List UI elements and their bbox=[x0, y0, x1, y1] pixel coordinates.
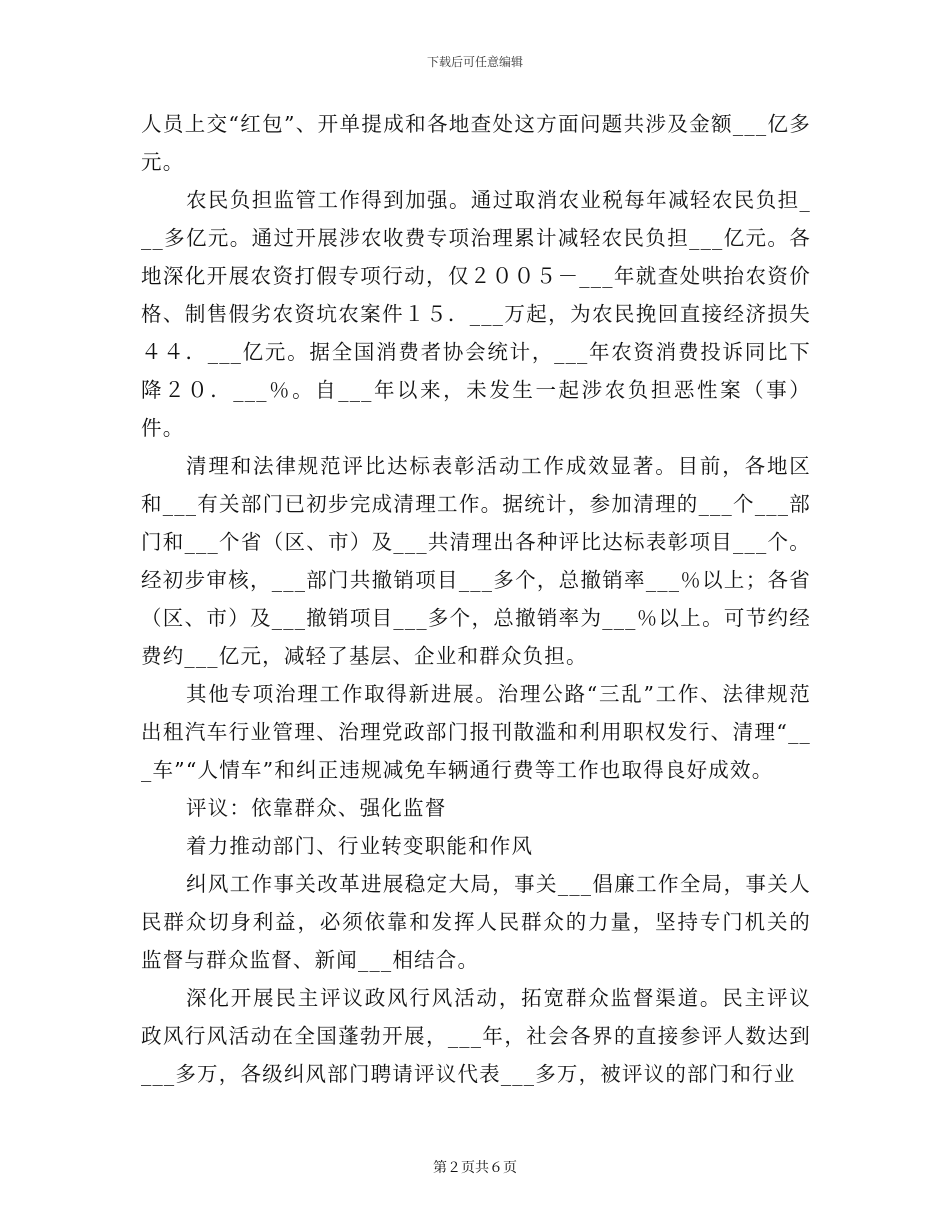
section-heading-1: 评议：依靠群众、强化监督 bbox=[186, 796, 447, 820]
paragraph-1: 人员上交“红包”、开单提成和各地查处这方面问题共涉及金额___亿多元。 bbox=[141, 112, 811, 174]
section-heading-2: 着力推动部门、行业转变职能和作风 bbox=[186, 834, 534, 858]
paragraph-2: 农民负担监管工作得到加强。通过取消农业税每年减轻农民负担___多亿元。通过开展涉农收费专项治理累计减轻农民负担___亿元。各地深化开展农资打假专项行动，仅２００５－___年就查处哄抬农资价格、制售假劣农资坑农案件１５．___万起，为农民挽回直接经济损失４４．___亿元。据全国消费者协会统计，___年农资消费投诉同比下降２０．___％。自___年以来，未发生一起涉农负担恶性案（事）件。 bbox=[141, 188, 811, 440]
paragraph-5: 纠风工作事关改革进展稳定大局，事关___倡廉工作全局，事关人民群众切身利益，必须依靠和发挥人民群众的力量，坚持专门机关的监督与群众监督、新闻___相结合。 bbox=[141, 872, 811, 972]
document-body bbox=[141, 105, 811, 1093]
paragraph-4: 其他专项治理工作取得新进展。治理公路“三乱”工作、法律规范出租汽车行业管理、治理党政部门报刊散滥和利用职权发行、清理“___车”“人情车”和纠正违规减免车辆通行费等工作也取得良好成效。 bbox=[141, 682, 811, 782]
paragraph-6: 深化开展民主评议政风行风活动，拓宽群众监督渠道。民主评议政风行风活动在全国蓬勃开展，___年，社会各界的直接参评人数达到___多万，各级纠风部门聘请评议代表___多万，被评议的部门和行业 bbox=[141, 986, 811, 1086]
page-header: 下载后可任意编辑 bbox=[426, 55, 523, 69]
paragraph-3: 清理和法律规范评比达标表彰活动工作成效显著。目前，各地区和___有关部门已初步完成清理工作。据统计，参加清理的___个___部门和___个省（区、市）及___共清理出各种评比达标表彰项目___个。经初步审核，___部门共撤销项目___多个，总撤销率___％以上；各省（区、市）及___撤销项目___多个，总撤销率为___％以上。可节约经费约___亿元，减轻了基层、企业和群众负担。 bbox=[141, 454, 811, 668]
page-number: 第２页共６页 bbox=[433, 1160, 517, 1176]
